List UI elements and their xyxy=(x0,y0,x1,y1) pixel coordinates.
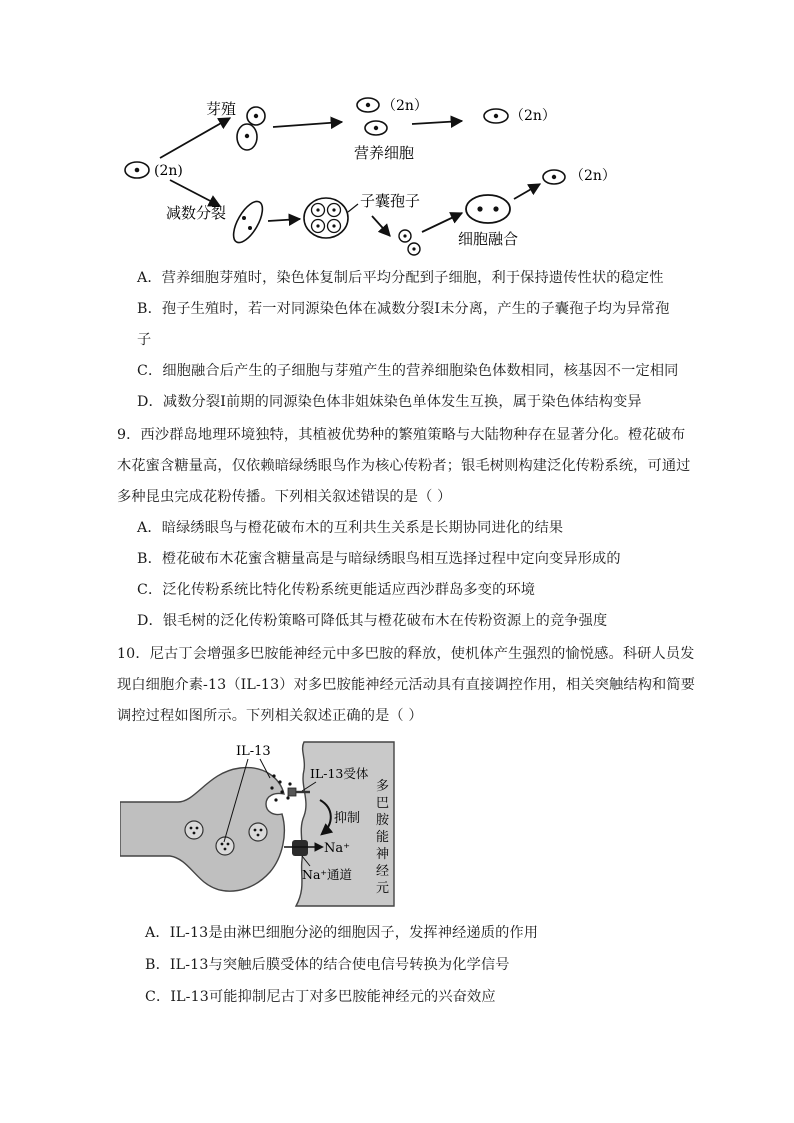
vegetative-ploidy-label: （2n） xyxy=(382,98,428,114)
q9-option-d: D．银毛树的泛化传粉策略可降低其与橙花破布木在传粉资源上的竞争强度 xyxy=(137,613,608,629)
q8-option-a: A．营养细胞芽殖时，染色体复制后平均分配到子细胞，利于保持遗传性状的稳定性 xyxy=(137,270,664,286)
q8-option-c: C．细胞融合后产生的子细胞与芽殖产生的营养细胞染色体数相同，核基因不一定相同 xyxy=(137,363,679,379)
budding-cell xyxy=(237,107,265,150)
q10-option-c: C．IL-13可能抑制尼古丁对多巴胺能神经元的兴奋效应 xyxy=(145,989,496,1005)
start-ploidy-label: (2n) xyxy=(154,163,183,179)
il13-label: IL-13 xyxy=(236,744,271,759)
q10-option-a: A．IL-13是由淋巴细胞分泌的细胞因子，发挥神经递质的作用 xyxy=(145,925,539,941)
vegetative-label: 营养细胞 xyxy=(354,144,415,162)
svg-text:胺: 胺 xyxy=(376,813,390,828)
inhibit-label: 抑制 xyxy=(334,811,361,826)
ascus xyxy=(304,198,348,238)
meiosis-label: 减数分裂 xyxy=(166,204,227,222)
fusion-ploidy-label: （2n） xyxy=(570,168,616,184)
arrow-ascus-to-spores xyxy=(372,216,390,236)
arrow-vegetative-to-cell xyxy=(412,121,462,124)
q8-option-b: B．孢子生殖时，若一对同源染色体在减数分裂Ⅰ未分离，产生的子囊孢子均为异常孢 xyxy=(137,301,670,317)
svg-text:多: 多 xyxy=(376,779,390,794)
q9-option-c: C．泛化传粉系统比特化传粉系统更能适应西沙群岛多变的环境 xyxy=(137,582,536,598)
q10-stem-line-2: 现白细胞介素-13（IL-13）对多巴胺能神经元活动具有直接调控作用，相关突触结构和简要 xyxy=(117,677,696,693)
fusion-label: 细胞融合 xyxy=(458,230,519,248)
q9-option-a: A．暗绿绣眼鸟与橙花破布木的互利共生关系是长期协同进化的结果 xyxy=(137,520,564,536)
arrow-fusion-to-cell xyxy=(514,184,540,199)
arrow-to-budding xyxy=(160,118,230,158)
svg-text:能: 能 xyxy=(376,830,390,845)
arrow-spores-to-fusion xyxy=(422,213,462,232)
yeast-life-cycle-figure xyxy=(110,88,630,260)
svg-text:巴: 巴 xyxy=(376,796,390,811)
ascospore-pointer xyxy=(348,204,358,212)
q10-option-b: B．IL-13与突触后膜受体的结合使电信号转换为化学信号 xyxy=(145,957,510,973)
svg-text:神: 神 xyxy=(376,847,390,862)
start-cell xyxy=(125,162,149,178)
svg-text:经: 经 xyxy=(376,864,390,879)
q9-stem-line-2: 木花蜜含糖量高，仅依赖暗绿绣眼鸟作为核心传粉者；银毛树则构建泛化传粉系统，可通过 xyxy=(117,458,691,474)
ascospore-label: 子囊孢子 xyxy=(360,192,421,210)
q8-option-b-continued: 子 xyxy=(137,332,152,348)
daughter-ploidy-label: （2n） xyxy=(510,108,556,124)
q10-stem-line-3: 调控过程如图所示。下列相关叙述正确的是（ ） xyxy=(117,708,423,724)
arrow-meiosis-to-ascus xyxy=(268,219,300,221)
arrow-to-meiosis xyxy=(170,180,220,206)
meiosis-cell xyxy=(228,197,268,247)
receptor-label: IL-13受体 xyxy=(310,766,369,781)
svg-text:元: 元 xyxy=(376,881,390,896)
q8-option-d: D．减数分裂Ⅰ前期的同源染色体非姐妹染色单体发生互换，属于染色体结构变异 xyxy=(137,394,642,410)
na-channel-label: Na⁺通道 xyxy=(302,867,352,882)
q9-option-b: B．橙花破布木花蜜含糖量高是与暗绿绣眼鸟相互选择过程中定向变异形成的 xyxy=(137,551,621,567)
fused-cell xyxy=(466,195,510,223)
budding-label: 芽殖 xyxy=(206,100,237,118)
neuron-label xyxy=(376,779,390,896)
synapse-figure xyxy=(120,738,400,910)
q9-stem-line-3: 多种昆虫完成花粉传播。下列相关叙述错误的是（ ） xyxy=(117,489,452,505)
vegetative-daughter-cell xyxy=(484,109,508,123)
na-ion-label: Na⁺ xyxy=(324,841,350,856)
fusion-product-cell xyxy=(543,170,565,184)
ascospores xyxy=(399,230,420,255)
q10-stem-line-1: 10．尼古丁会增强多巴胺能神经元中多巴胺的释放，使机体产生强烈的愉悦感。科研人员发 xyxy=(117,646,695,662)
q9-stem-line-1: 9．西沙群岛地理环境独特，其植被优势种的繁殖策略与大陆物种存在显著分化。橙花破布 xyxy=(117,427,686,443)
arrow-budding-to-vegetative xyxy=(273,122,342,127)
